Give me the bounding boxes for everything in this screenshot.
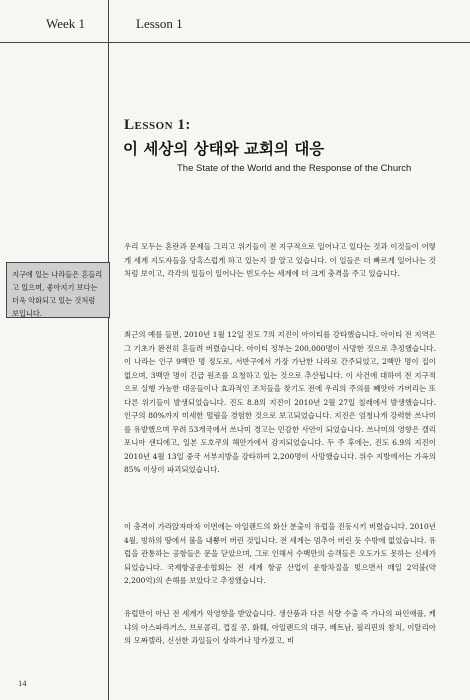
body-paragraph: 이 충격이 가라앉자마자 이번에는 아일랜드의 화산 분출이 유럽을 진동시키 버렸습니다. 2010년 4월, 빙하의 땅에서 불을 내뿜어 버린 것입니다. 전 세계는 멈추어 버린 듯 수밖에 없었습니다. 유럽을 관통하는 공항들은 문을 닫았으며, 그로 인해서 수백만의 승객들은 오도가도 못하는 신세가 되었습니다. 국제항공운송협회는 전 세계 항공 산업이 운항차질을 빚으면서 매일 2억불(약 2,200억)의 손해를 보았다고 추정했습니다. xyxy=(124,522,436,585)
lesson-title-english: The State of the World and the Response of the Church xyxy=(177,163,412,174)
margin-rule xyxy=(108,0,109,700)
page-number: 14 xyxy=(18,678,27,688)
week-label: Week 1 xyxy=(46,16,86,31)
sidebar-callout: 지구에 있는 나라들은 흔들리고 있으며, 좋아지기 보다는 더욱 악화되고 있는 것처럼 보입니다. xyxy=(6,262,110,318)
body-paragraph: 최근의 예를 들면, 2010년 1월 12일 진도 7의 지진이 아이티를 강타했습니다. 아이티 전 지역은 그 기초가 완전히 흔들려 버렸습니다. 아이티 정부는 200,000명이 사망한 것으로 추정했습니다. 이 나라는 인구 9백만 명 정도로, 서반구에서 가장 가난한 나라로 간주되었고, 2백만 명이 집이 없으며, 3백만 명이 긴급 원조를 요청하고 있는 것으로 추산됩니다. 이 사건에 대하여 전 지구적으로 실행 가능한 대응들이나 효과적인 조치들을 찾기도 전에 우리의 주의를 빼앗아 가버리는 또 다른 위기들이 발생되었습니다. 진도 8.8의 지진이 2010년 2월 27일 칠레에서 발생했습니다. 인구의 80%까지 미세한 떨림을 경험한 것으로 보고되었습니다. 지진은 엄청나게 강력한 쓰나미를 유발했으며 무려 53개국에서 쓰나미 경고는 민감한 사안이 되었습니다. 쓰나미의 영향은 캘리포니아 샌디에고, 일본 도호쿠의 해안가에서 감지되었습니다. 두 주 후에는, 진도 6.9의 지진이 2010년 4월 13일 중국 서부지방을 강타하여 2,200명이 사망했습니다. 위수 지방에서는 가옥의 85% 이상이 파괴되었습니다. xyxy=(124,330,436,474)
header-rule xyxy=(0,42,470,43)
lesson-label: Lesson 1 xyxy=(136,16,183,31)
body-paragraph: 우리 모두는 혼란과 문제들 그리고 위기들이 전 지구적으로 일어나고 있다는 것과 이것들이 어떻게 세계 지도자들을 당혹스럽게 하고 있는지 잘 알고 있습니다. 이 일들은 더 빠르게 일어나는 것처럼 보이고, 각각의 일들이 일어나는 빈도수는 세계에 더 크게 충격을 주고 있습니다. xyxy=(124,242,436,278)
body-paragraph: 유럽만이 아닌 전 세계가 악영향을 받았습니다. 생산품과 다른 식량 수출 즉 가나의 파인애플, 케냐의 아스파라거스, 브로콜리, 껍질 콩, 화훼, 아일랜드의 대구, 베트남, 필리핀의 참치, 이탈리아의 모짜렐라, 신선한 과일들이 상하거나 망가졌고, 비 xyxy=(124,609,436,645)
lesson-heading: Lesson 1: xyxy=(124,117,191,133)
lesson-title-korean: 이 세상의 상태와 교회의 대응 xyxy=(123,140,325,158)
